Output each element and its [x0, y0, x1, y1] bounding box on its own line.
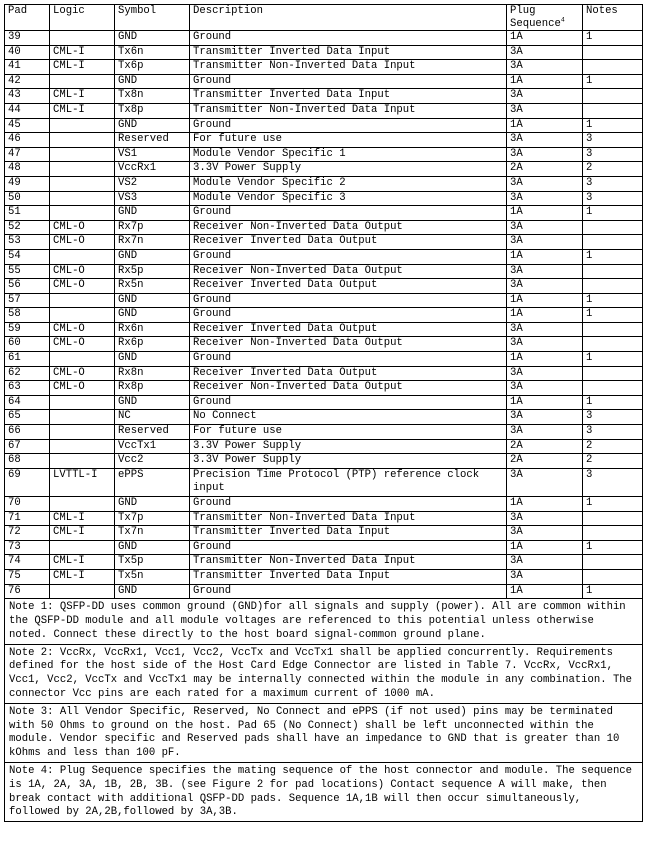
cell-pad: 65 [5, 410, 50, 425]
cell-notes [583, 279, 643, 294]
cell-plug: 1A [507, 206, 583, 221]
cell-symbol: Tx8n [115, 89, 190, 104]
cell-notes [583, 511, 643, 526]
cell-pad: 49 [5, 176, 50, 191]
cell-pad: 42 [5, 74, 50, 89]
cell-description: Transmitter Non-Inverted Data Input [190, 555, 507, 570]
table-row [5, 220, 643, 235]
cell-notes: 3 [583, 176, 643, 191]
cell-description: Module Vendor Specific 1 [190, 147, 507, 162]
table-row [5, 366, 643, 381]
cell-plug: 3A [507, 60, 583, 75]
cell-pad: 63 [5, 381, 50, 396]
cell-logic: CML-I [50, 60, 115, 75]
cell-description: Receiver Inverted Data Output [190, 322, 507, 337]
cell-logic [50, 584, 115, 599]
cell-description: Ground [190, 206, 507, 221]
cell-logic: CML-O [50, 220, 115, 235]
cell-symbol: Tx8p [115, 103, 190, 118]
cell-logic [50, 206, 115, 221]
cell-symbol: GND [115, 206, 190, 221]
table-row [5, 45, 643, 60]
cell-description: For future use [190, 425, 507, 440]
footnote-4: Note 4: Plug Sequence specifies the mating sequence of the host connector and module. The sequence is 1A, 2A, 3A, 1B, 2B, 3B. (see Figure 2 for pad locations) Contact sequence A will make, then break contact with additional QSFP-DD pads. Sequence 1A,1B will then occur simultaneously, followed by 2A,2B,followed by 3A,3B. [5, 762, 643, 821]
cell-pad: 55 [5, 264, 50, 279]
cell-pad: 71 [5, 511, 50, 526]
cell-logic [50, 176, 115, 191]
cell-pad: 72 [5, 526, 50, 541]
cell-notes: 1 [583, 118, 643, 133]
table-row [5, 60, 643, 75]
cell-symbol: Rx5n [115, 279, 190, 294]
cell-notes: 1 [583, 74, 643, 89]
cell-description: For future use [190, 133, 507, 148]
table-row [5, 540, 643, 555]
cell-logic [50, 74, 115, 89]
cell-description: Receiver Inverted Data Output [190, 279, 507, 294]
cell-notes [583, 526, 643, 541]
table-row [5, 264, 643, 279]
cell-logic [50, 410, 115, 425]
cell-description: Ground [190, 118, 507, 133]
cell-logic [50, 293, 115, 308]
table-row [5, 468, 643, 496]
cell-logic [50, 425, 115, 440]
cell-plug: 1A [507, 31, 583, 46]
cell-pad: 48 [5, 162, 50, 177]
cell-notes: 1 [583, 584, 643, 599]
cell-pad: 69 [5, 468, 50, 496]
cell-description: Ground [190, 74, 507, 89]
cell-logic: CML-O [50, 322, 115, 337]
cell-notes: 2 [583, 162, 643, 177]
cell-description: 3.3V Power Supply [190, 439, 507, 454]
cell-description: Transmitter Inverted Data Input [190, 569, 507, 584]
cell-symbol: GND [115, 293, 190, 308]
table-row [5, 293, 643, 308]
cell-symbol: VS2 [115, 176, 190, 191]
cell-logic [50, 395, 115, 410]
table-row [5, 249, 643, 264]
table-row [5, 176, 643, 191]
table-row [5, 352, 643, 367]
cell-notes [583, 235, 643, 250]
table-row [5, 31, 643, 46]
cell-notes: 2 [583, 439, 643, 454]
cell-description: Receiver Inverted Data Output [190, 366, 507, 381]
cell-pad: 70 [5, 497, 50, 512]
cell-pad: 60 [5, 337, 50, 352]
table-row [5, 162, 643, 177]
table-row [5, 454, 643, 469]
table-row [5, 206, 643, 221]
cell-description: Transmitter Inverted Data Input [190, 526, 507, 541]
cell-description: Ground [190, 497, 507, 512]
cell-notes [583, 60, 643, 75]
cell-notes: 1 [583, 497, 643, 512]
cell-plug: 3A [507, 322, 583, 337]
cell-pad: 59 [5, 322, 50, 337]
footnote-row [5, 644, 643, 703]
cell-logic [50, 191, 115, 206]
cell-symbol: Rx7n [115, 235, 190, 250]
header-plug-sequence-label: Plug Sequence [510, 5, 561, 30]
cell-plug: 3A [507, 569, 583, 584]
cell-description: Precision Time Protocol (PTP) reference clock input [190, 468, 507, 496]
table-row [5, 133, 643, 148]
cell-pad: 67 [5, 439, 50, 454]
cell-pad: 68 [5, 454, 50, 469]
cell-logic [50, 118, 115, 133]
cell-notes [583, 555, 643, 570]
cell-logic: CML-O [50, 366, 115, 381]
cell-description: No Connect [190, 410, 507, 425]
cell-logic: CML-I [50, 555, 115, 570]
header-plug-sequence [507, 5, 583, 31]
cell-logic: CML-I [50, 511, 115, 526]
table-row [5, 410, 643, 425]
table-row [5, 526, 643, 541]
cell-plug: 3A [507, 468, 583, 496]
cell-plug: 3A [507, 337, 583, 352]
cell-logic [50, 147, 115, 162]
cell-description: Transmitter Inverted Data Input [190, 89, 507, 104]
cell-plug: 3A [507, 103, 583, 118]
cell-notes [583, 569, 643, 584]
cell-pad: 43 [5, 89, 50, 104]
cell-description: Transmitter Non-Inverted Data Input [190, 103, 507, 118]
table-row [5, 103, 643, 118]
cell-logic: CML-I [50, 526, 115, 541]
cell-plug: 3A [507, 279, 583, 294]
table-row [5, 322, 643, 337]
footnotes-section [5, 599, 643, 822]
cell-symbol: Reserved [115, 425, 190, 440]
cell-symbol: Rx7p [115, 220, 190, 235]
footnote-1: Note 1: QSFP-DD uses common ground (GND)for all signals and supply (power). All are common within the QSFP-DD module and all module voltages are referenced to this potential unless otherwise noted. Connect these directly to the host board signal-common ground plane. [5, 599, 643, 644]
cell-logic: CML-I [50, 103, 115, 118]
cell-plug: 2A [507, 162, 583, 177]
cell-symbol: Rx8p [115, 381, 190, 396]
cell-plug: 3A [507, 526, 583, 541]
cell-symbol: Rx6n [115, 322, 190, 337]
cell-pad: 64 [5, 395, 50, 410]
cell-logic: CML-O [50, 381, 115, 396]
cell-symbol: Tx7n [115, 526, 190, 541]
cell-description: Transmitter Non-Inverted Data Input [190, 511, 507, 526]
cell-logic: CML-O [50, 337, 115, 352]
cell-pad: 44 [5, 103, 50, 118]
cell-logic [50, 249, 115, 264]
cell-plug: 3A [507, 220, 583, 235]
cell-notes: 1 [583, 249, 643, 264]
table-body [5, 31, 643, 599]
cell-symbol: Reserved [115, 133, 190, 148]
cell-notes [583, 264, 643, 279]
cell-description: Ground [190, 540, 507, 555]
cell-symbol: VS3 [115, 191, 190, 206]
cell-notes [583, 322, 643, 337]
cell-plug: 1A [507, 308, 583, 323]
table-row [5, 308, 643, 323]
cell-symbol: ePPS [115, 468, 190, 496]
table-row [5, 89, 643, 104]
cell-symbol: Tx7p [115, 511, 190, 526]
table-row [5, 425, 643, 440]
cell-notes [583, 45, 643, 60]
pad-assignment-table [4, 4, 643, 822]
cell-notes: 3 [583, 425, 643, 440]
cell-plug: 1A [507, 395, 583, 410]
header-pad: Pad [5, 5, 50, 31]
cell-pad: 39 [5, 31, 50, 46]
cell-pad: 73 [5, 540, 50, 555]
cell-logic: CML-I [50, 45, 115, 60]
cell-plug: 1A [507, 584, 583, 599]
cell-plug: 3A [507, 264, 583, 279]
cell-symbol: Rx8n [115, 366, 190, 381]
cell-plug: 3A [507, 366, 583, 381]
cell-plug: 2A [507, 439, 583, 454]
table-row [5, 381, 643, 396]
cell-description: Receiver Non-Inverted Data Output [190, 264, 507, 279]
cell-pad: 54 [5, 249, 50, 264]
cell-logic [50, 454, 115, 469]
cell-plug: 3A [507, 176, 583, 191]
cell-symbol: Tx6n [115, 45, 190, 60]
cell-logic [50, 308, 115, 323]
cell-symbol: Tx5n [115, 569, 190, 584]
table-header-row [5, 5, 643, 31]
cell-pad: 58 [5, 308, 50, 323]
header-logic: Logic [50, 5, 115, 31]
cell-logic [50, 540, 115, 555]
cell-description: Receiver Non-Inverted Data Output [190, 220, 507, 235]
footnote-row [5, 703, 643, 762]
cell-description: Transmitter Non-Inverted Data Input [190, 60, 507, 75]
cell-description: Ground [190, 352, 507, 367]
cell-symbol: GND [115, 497, 190, 512]
cell-logic [50, 31, 115, 46]
cell-plug: 3A [507, 147, 583, 162]
cell-plug: 3A [507, 45, 583, 60]
footnote-row [5, 599, 643, 644]
table-row [5, 279, 643, 294]
cell-description: Ground [190, 293, 507, 308]
cell-notes [583, 220, 643, 235]
cell-notes: 1 [583, 395, 643, 410]
cell-plug: 1A [507, 497, 583, 512]
cell-notes: 1 [583, 540, 643, 555]
cell-description: Ground [190, 31, 507, 46]
cell-symbol: GND [115, 395, 190, 410]
cell-notes: 3 [583, 410, 643, 425]
cell-description: Ground [190, 249, 507, 264]
cell-symbol: Tx5p [115, 555, 190, 570]
footnote-row [5, 762, 643, 821]
cell-plug: 1A [507, 249, 583, 264]
cell-plug: 1A [507, 352, 583, 367]
cell-symbol: Rx6p [115, 337, 190, 352]
cell-pad: 52 [5, 220, 50, 235]
cell-logic: CML-O [50, 235, 115, 250]
cell-plug: 3A [507, 511, 583, 526]
table-row [5, 337, 643, 352]
cell-pad: 50 [5, 191, 50, 206]
cell-plug: 3A [507, 381, 583, 396]
cell-pad: 75 [5, 569, 50, 584]
cell-symbol: VccRx1 [115, 162, 190, 177]
cell-pad: 51 [5, 206, 50, 221]
cell-plug: 3A [507, 133, 583, 148]
table-row [5, 584, 643, 599]
cell-pad: 45 [5, 118, 50, 133]
cell-pad: 76 [5, 584, 50, 599]
cell-logic [50, 162, 115, 177]
table-row [5, 235, 643, 250]
cell-symbol: Rx5p [115, 264, 190, 279]
table-row [5, 395, 643, 410]
cell-pad: 40 [5, 45, 50, 60]
cell-logic [50, 133, 115, 148]
cell-logic [50, 497, 115, 512]
cell-plug: 2A [507, 454, 583, 469]
cell-notes: 3 [583, 133, 643, 148]
cell-pad: 46 [5, 133, 50, 148]
header-notes: Notes [583, 5, 643, 31]
cell-symbol: Tx6p [115, 60, 190, 75]
cell-notes: 1 [583, 31, 643, 46]
cell-notes: 3 [583, 191, 643, 206]
cell-symbol: GND [115, 118, 190, 133]
cell-plug: 3A [507, 235, 583, 250]
cell-symbol: GND [115, 352, 190, 367]
table-row [5, 511, 643, 526]
table-row [5, 555, 643, 570]
cell-pad: 62 [5, 366, 50, 381]
cell-pad: 66 [5, 425, 50, 440]
cell-symbol: Vcc2 [115, 454, 190, 469]
cell-logic [50, 352, 115, 367]
cell-plug: 1A [507, 74, 583, 89]
cell-symbol: VccTx1 [115, 439, 190, 454]
cell-plug: 3A [507, 89, 583, 104]
cell-logic: CML-O [50, 264, 115, 279]
cell-notes: 1 [583, 308, 643, 323]
cell-pad: 53 [5, 235, 50, 250]
cell-symbol: VS1 [115, 147, 190, 162]
cell-description: Receiver Inverted Data Output [190, 235, 507, 250]
cell-plug: 3A [507, 555, 583, 570]
table-row [5, 439, 643, 454]
cell-description: Module Vendor Specific 2 [190, 176, 507, 191]
cell-logic: CML-O [50, 279, 115, 294]
cell-description: Receiver Non-Inverted Data Output [190, 381, 507, 396]
header-symbol: Symbol [115, 5, 190, 31]
cell-symbol: NC [115, 410, 190, 425]
cell-symbol: GND [115, 308, 190, 323]
cell-description: Ground [190, 395, 507, 410]
cell-description: Receiver Non-Inverted Data Output [190, 337, 507, 352]
cell-description: 3.3V Power Supply [190, 162, 507, 177]
cell-notes: 1 [583, 352, 643, 367]
cell-notes [583, 381, 643, 396]
cell-pad: 57 [5, 293, 50, 308]
cell-plug: 1A [507, 540, 583, 555]
cell-notes: 1 [583, 293, 643, 308]
cell-description: 3.3V Power Supply [190, 454, 507, 469]
cell-pad: 74 [5, 555, 50, 570]
cell-description: Ground [190, 308, 507, 323]
cell-plug: 3A [507, 410, 583, 425]
cell-symbol: GND [115, 249, 190, 264]
cell-symbol: GND [115, 584, 190, 599]
footnote-3: Note 3: All Vendor Specific, Reserved, No Connect and ePPS (if not used) pins may be terminated with 50 Ohms to ground on the host. Pad 65 (No Connect) shall be left unconnected within the module. Vendor specific and Reserved pads shall have an impedance to GND that is greater than 10 kOhms and less than 100 pF. [5, 703, 643, 762]
table-row [5, 147, 643, 162]
pinout-table-page [4, 4, 642, 822]
cell-notes: 3 [583, 147, 643, 162]
cell-pad: 41 [5, 60, 50, 75]
cell-symbol: GND [115, 74, 190, 89]
table-row [5, 569, 643, 584]
cell-notes [583, 103, 643, 118]
cell-description: Module Vendor Specific 3 [190, 191, 507, 206]
cell-symbol: GND [115, 31, 190, 46]
cell-symbol: GND [115, 540, 190, 555]
footnote-2: Note 2: VccRx, VccRx1, Vcc1, Vcc2, VccTx and VccTx1 shall be applied concurrently. Requirements defined for the host side of the Host Card Edge Connector are listed in Table 7. VccRx, VccRx1, Vcc1, Vcc2, VccTx and VccTx1 may be internally connected within the module in any combination. The connector Vcc pins are each rated for a maximum current of 1000 mA. [5, 644, 643, 703]
cell-notes: 1 [583, 206, 643, 221]
cell-notes [583, 337, 643, 352]
cell-pad: 47 [5, 147, 50, 162]
header-plug-sequence-footnote-ref: 4 [560, 15, 565, 23]
cell-description: Ground [190, 584, 507, 599]
cell-logic [50, 439, 115, 454]
cell-plug: 3A [507, 191, 583, 206]
cell-logic: LVTTL-I [50, 468, 115, 496]
cell-notes: 3 [583, 468, 643, 496]
header-description: Description [190, 5, 507, 31]
cell-logic: CML-I [50, 569, 115, 584]
cell-description: Transmitter Inverted Data Input [190, 45, 507, 60]
cell-notes [583, 366, 643, 381]
table-row [5, 191, 643, 206]
cell-plug: 3A [507, 425, 583, 440]
cell-notes: 2 [583, 454, 643, 469]
table-row [5, 497, 643, 512]
table-row [5, 118, 643, 133]
table-row [5, 74, 643, 89]
cell-plug: 1A [507, 293, 583, 308]
cell-pad: 61 [5, 352, 50, 367]
cell-logic: CML-I [50, 89, 115, 104]
cell-plug: 1A [507, 118, 583, 133]
cell-pad: 56 [5, 279, 50, 294]
cell-notes [583, 89, 643, 104]
